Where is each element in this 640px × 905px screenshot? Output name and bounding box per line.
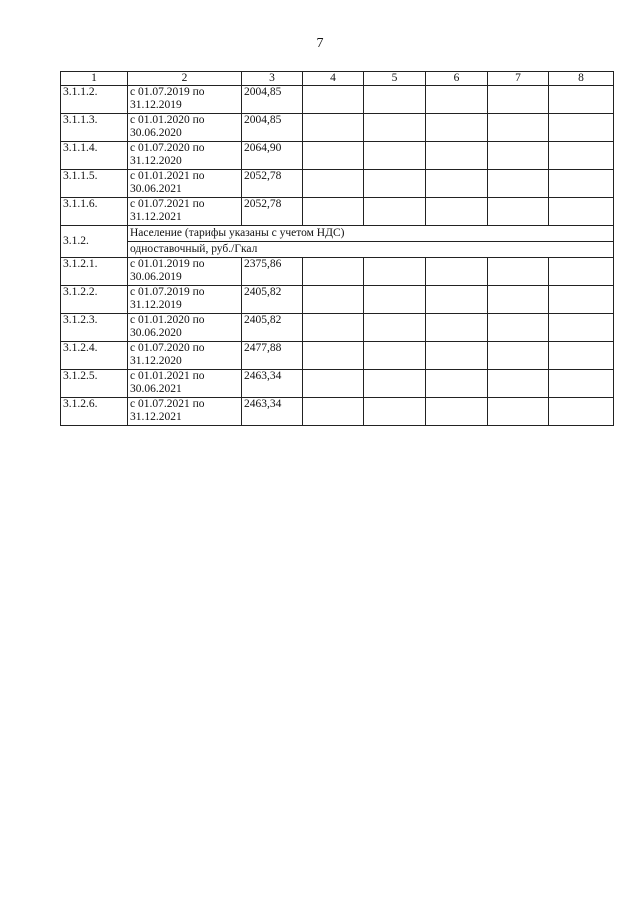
row-index: 3.1.2.2. (61, 286, 128, 314)
table-row (61, 170, 614, 198)
table-row (61, 370, 614, 398)
row-period-line: с 01.01.2019 по (130, 258, 205, 270)
empty-cell (549, 370, 614, 398)
column-header: 5 (364, 72, 426, 86)
row-period-line: 31.12.2019 (130, 299, 182, 311)
row-period (128, 398, 242, 426)
row-value: 2477,88 (242, 342, 303, 370)
empty-cell (488, 142, 549, 170)
row-value: 2052,78 (242, 198, 303, 226)
section-title: Население (тарифы указаны с учетом НДС) (128, 226, 614, 242)
column-header: 3 (242, 72, 303, 86)
section-subtitle: одноставочный, руб./Гкал (128, 242, 614, 258)
row-period-line: 30.06.2020 (130, 327, 182, 339)
table-row (61, 114, 614, 142)
row-value: 2004,85 (242, 86, 303, 114)
row-value: 2052,78 (242, 170, 303, 198)
row-period-line: 31.12.2021 (130, 211, 182, 223)
table-row (61, 314, 614, 342)
table-row (61, 142, 614, 170)
row-period-line: 31.12.2020 (130, 155, 182, 167)
empty-cell (549, 86, 614, 114)
row-index: 3.1.2.3. (61, 314, 128, 342)
row-period-line: 31.12.2020 (130, 355, 182, 367)
empty-cell (488, 370, 549, 398)
column-header: 4 (303, 72, 364, 86)
empty-cell (426, 314, 488, 342)
row-period-line: 30.06.2020 (130, 127, 182, 139)
table-row (61, 342, 614, 370)
section-title-row (61, 226, 614, 242)
empty-cell (426, 286, 488, 314)
column-header: 2 (128, 72, 242, 86)
empty-cell (364, 86, 426, 114)
empty-cell (364, 314, 426, 342)
column-header: 7 (488, 72, 549, 86)
empty-cell (426, 370, 488, 398)
empty-cell (364, 198, 426, 226)
row-period-line: с 01.01.2020 по (130, 314, 205, 326)
row-period-line: с 01.01.2020 по (130, 114, 205, 126)
row-value: 2405,82 (242, 314, 303, 342)
empty-cell (549, 114, 614, 142)
row-period (128, 370, 242, 398)
empty-cell (549, 286, 614, 314)
column-header: 6 (426, 72, 488, 86)
empty-cell (364, 258, 426, 286)
empty-cell (426, 198, 488, 226)
row-period (128, 114, 242, 142)
empty-cell (303, 258, 364, 286)
empty-cell (303, 170, 364, 198)
table-row (61, 198, 614, 226)
table-row (61, 258, 614, 286)
empty-cell (488, 170, 549, 198)
empty-cell (364, 398, 426, 426)
row-index: 3.1.2.5. (61, 370, 128, 398)
empty-cell (488, 114, 549, 142)
empty-cell (488, 314, 549, 342)
empty-cell (549, 342, 614, 370)
table-row (61, 86, 614, 114)
row-period (128, 198, 242, 226)
table-row (61, 398, 614, 426)
empty-cell (488, 342, 549, 370)
table-row (61, 286, 614, 314)
row-index: 3.1.1.4. (61, 142, 128, 170)
empty-cell (303, 398, 364, 426)
row-value: 2064,90 (242, 142, 303, 170)
page-number: 7 (316, 36, 324, 51)
empty-cell (303, 370, 364, 398)
row-index: 3.1.2.1. (61, 258, 128, 286)
row-period (128, 142, 242, 170)
row-index: 3.1.2.4. (61, 342, 128, 370)
section-index: 3.1.2. (61, 226, 128, 258)
row-value: 2463,34 (242, 398, 303, 426)
empty-cell (303, 342, 364, 370)
row-index: 3.1.1.3. (61, 114, 128, 142)
empty-cell (426, 170, 488, 198)
empty-cell (364, 342, 426, 370)
empty-cell (426, 86, 488, 114)
empty-cell (488, 286, 549, 314)
column-header: 8 (549, 72, 614, 86)
empty-cell (549, 142, 614, 170)
empty-cell (549, 258, 614, 286)
row-index: 3.1.1.6. (61, 198, 128, 226)
row-period-line: 31.12.2021 (130, 411, 182, 423)
row-period-line: 30.06.2021 (130, 183, 182, 195)
empty-cell (488, 258, 549, 286)
row-period-line: с 01.07.2020 по (130, 142, 205, 154)
tariff-table (60, 71, 614, 426)
row-index: 3.1.1.5. (61, 170, 128, 198)
column-header: 1 (61, 72, 128, 86)
row-period-line: с 01.07.2021 по (130, 198, 205, 210)
empty-cell (426, 398, 488, 426)
empty-cell (303, 114, 364, 142)
row-period-line: с 01.07.2020 по (130, 342, 205, 354)
empty-cell (426, 114, 488, 142)
empty-cell (426, 258, 488, 286)
tariff-table-body (61, 72, 614, 426)
empty-cell (303, 86, 364, 114)
row-period-line: с 01.07.2019 по (130, 86, 205, 98)
row-period (128, 170, 242, 198)
empty-cell (549, 170, 614, 198)
empty-cell (364, 142, 426, 170)
row-period-line: 30.06.2021 (130, 383, 182, 395)
row-period (128, 286, 242, 314)
empty-cell (488, 198, 549, 226)
row-value: 2405,82 (242, 286, 303, 314)
row-period-line: 30.06.2019 (130, 271, 182, 283)
empty-cell (364, 170, 426, 198)
empty-cell (549, 314, 614, 342)
empty-cell (549, 198, 614, 226)
empty-cell (488, 398, 549, 426)
empty-cell (303, 142, 364, 170)
row-index: 3.1.2.6. (61, 398, 128, 426)
empty-cell (549, 398, 614, 426)
row-period-line: с 01.01.2021 по (130, 170, 205, 182)
row-value: 2463,34 (242, 370, 303, 398)
empty-cell (426, 142, 488, 170)
empty-cell (426, 342, 488, 370)
section-subtitle-row (61, 242, 614, 258)
empty-cell (303, 286, 364, 314)
row-period-line: с 01.01.2021 по (130, 370, 205, 382)
empty-cell (364, 286, 426, 314)
row-period (128, 258, 242, 286)
row-index: 3.1.1.2. (61, 86, 128, 114)
empty-cell (364, 370, 426, 398)
row-period (128, 314, 242, 342)
empty-cell (364, 114, 426, 142)
row-period-line: 31.12.2019 (130, 99, 182, 111)
empty-cell (303, 314, 364, 342)
row-period-line: с 01.07.2021 по (130, 398, 205, 410)
row-period (128, 342, 242, 370)
empty-cell (303, 198, 364, 226)
row-value: 2375,86 (242, 258, 303, 286)
row-period (128, 86, 242, 114)
row-period-line: с 01.07.2019 по (130, 286, 205, 298)
table-header-row (61, 72, 614, 86)
row-value: 2004,85 (242, 114, 303, 142)
empty-cell (488, 86, 549, 114)
